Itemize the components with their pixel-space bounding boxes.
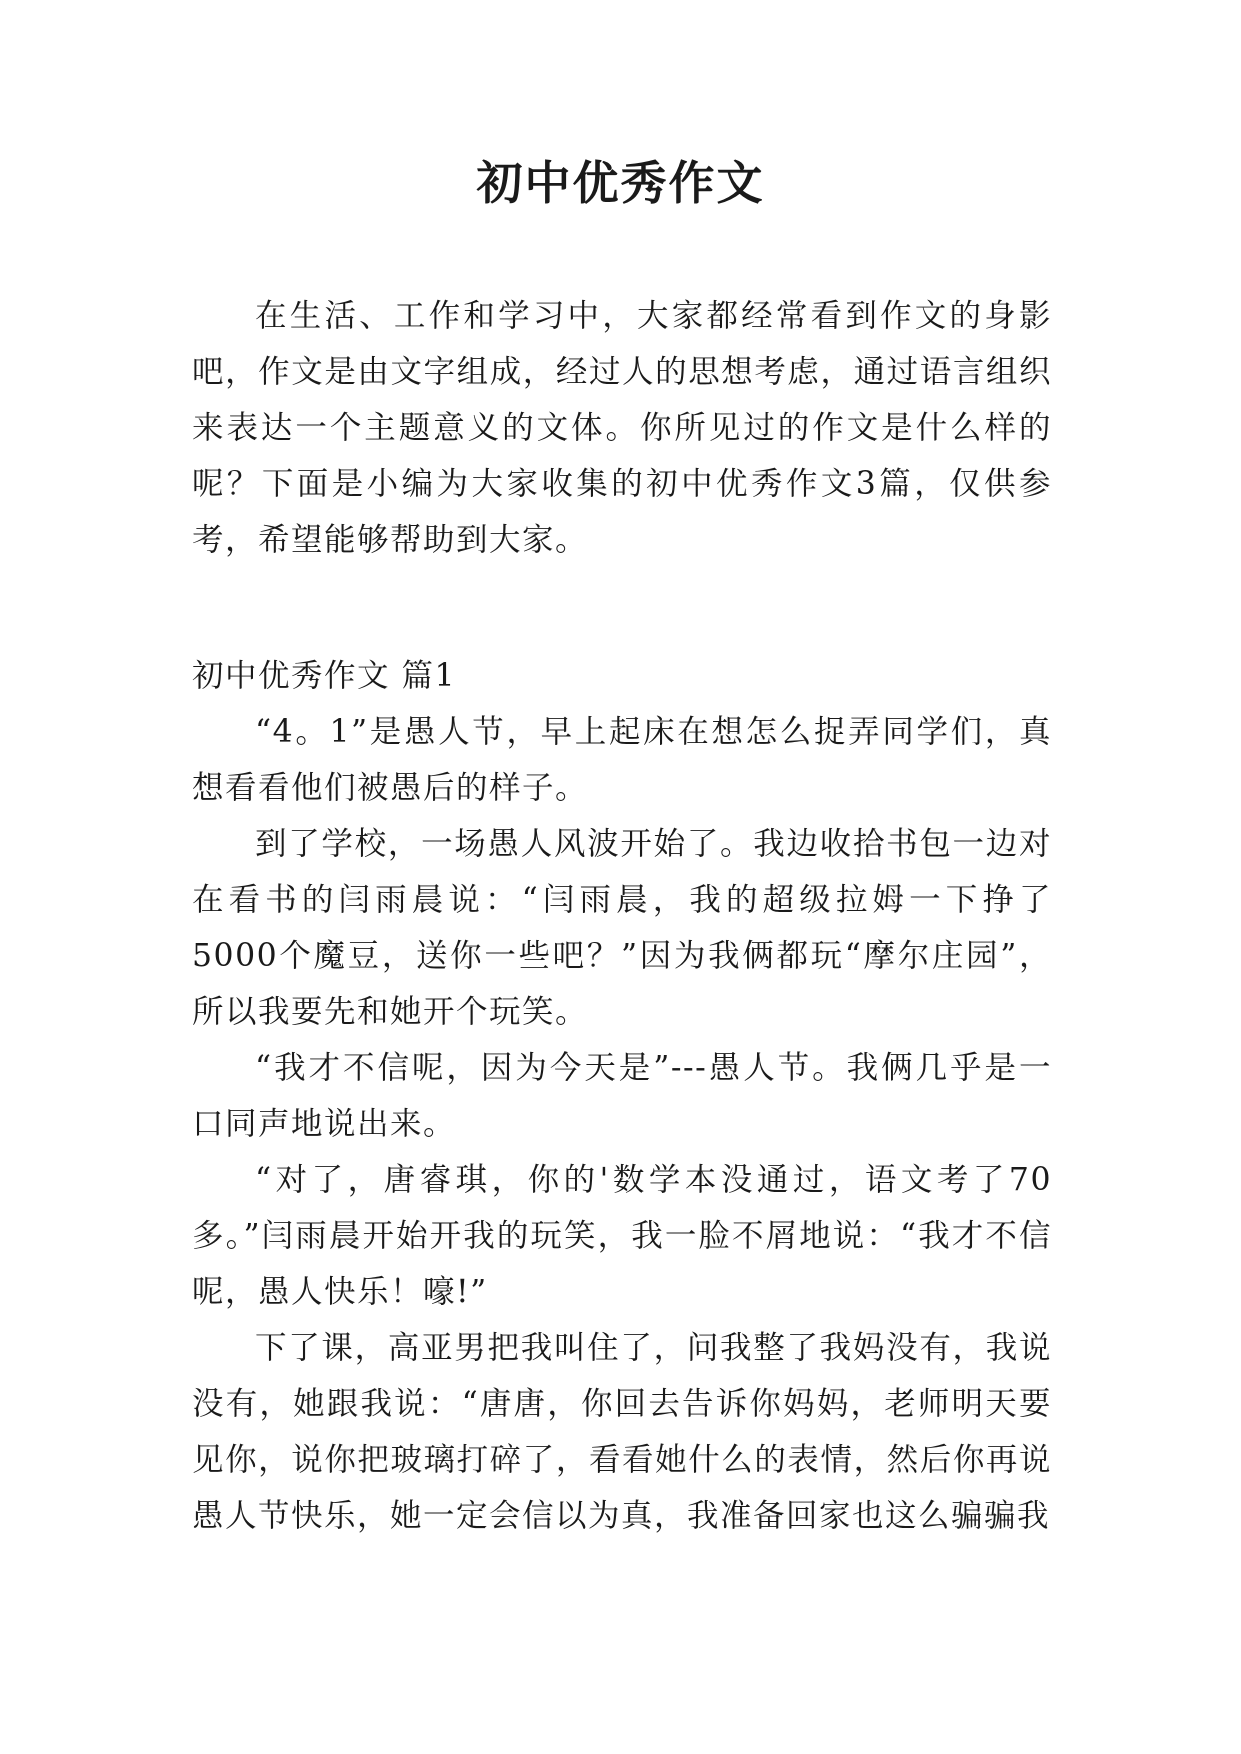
- body-paragraph: “对了，唐睿琪，你的'数学本没通过，语文考了70多。”闫雨晨开始开我的玩笑，我一脸不屑地说：“我才不信呢，愚人快乐！嚎!”: [192, 1162, 1052, 1310]
- document-body: [192, 288, 1052, 1544]
- body-paragraph: “4。1”是愚人节，早上起床在想怎么捉弄同学们，真想看看他们被愚后的样子。: [192, 714, 1052, 806]
- body-paragraph: “我才不信呢，因为今天是”---愚人节。我俩几乎是一口同声地说出来。: [192, 1050, 1052, 1142]
- body-paragraph: 下了课，高亚男把我叫住了，问我整了我妈没有，我说没有，她跟我说：“唐唐，你回去告诉你妈妈，老师明天要见你，说你把玻璃打碎了，看看她什么的表情，然后你再说愚人节快乐，她一定会信以为真，我准备回家也这么骗骗我: [192, 1330, 1052, 1534]
- document-title: 初中优秀作文: [476, 156, 765, 210]
- intro-paragraph: 在生活、工作和学习中，大家都经常看到作文的身影吧，作文是由文字组成，经过人的思想考虑，通过语言组织来表达一个主题意义的文体。你所见过的作文是什么样的呢？下面是小编为大家收集的初中优秀作文3篇，仅供参考，希望能够帮助到大家。: [192, 298, 1052, 558]
- section-heading: 初中优秀作文 篇1: [192, 658, 457, 694]
- body-paragraph: 到了学校，一场愚人风波开始了。我边收拾书包一边对在看书的闫雨晨说：“闫雨晨，我的超级拉姆一下挣了5000个魔豆，送你一些吧？”因为我俩都玩“摩尔庄园”，所以我要先和她开个玩笑。: [192, 826, 1052, 1030]
